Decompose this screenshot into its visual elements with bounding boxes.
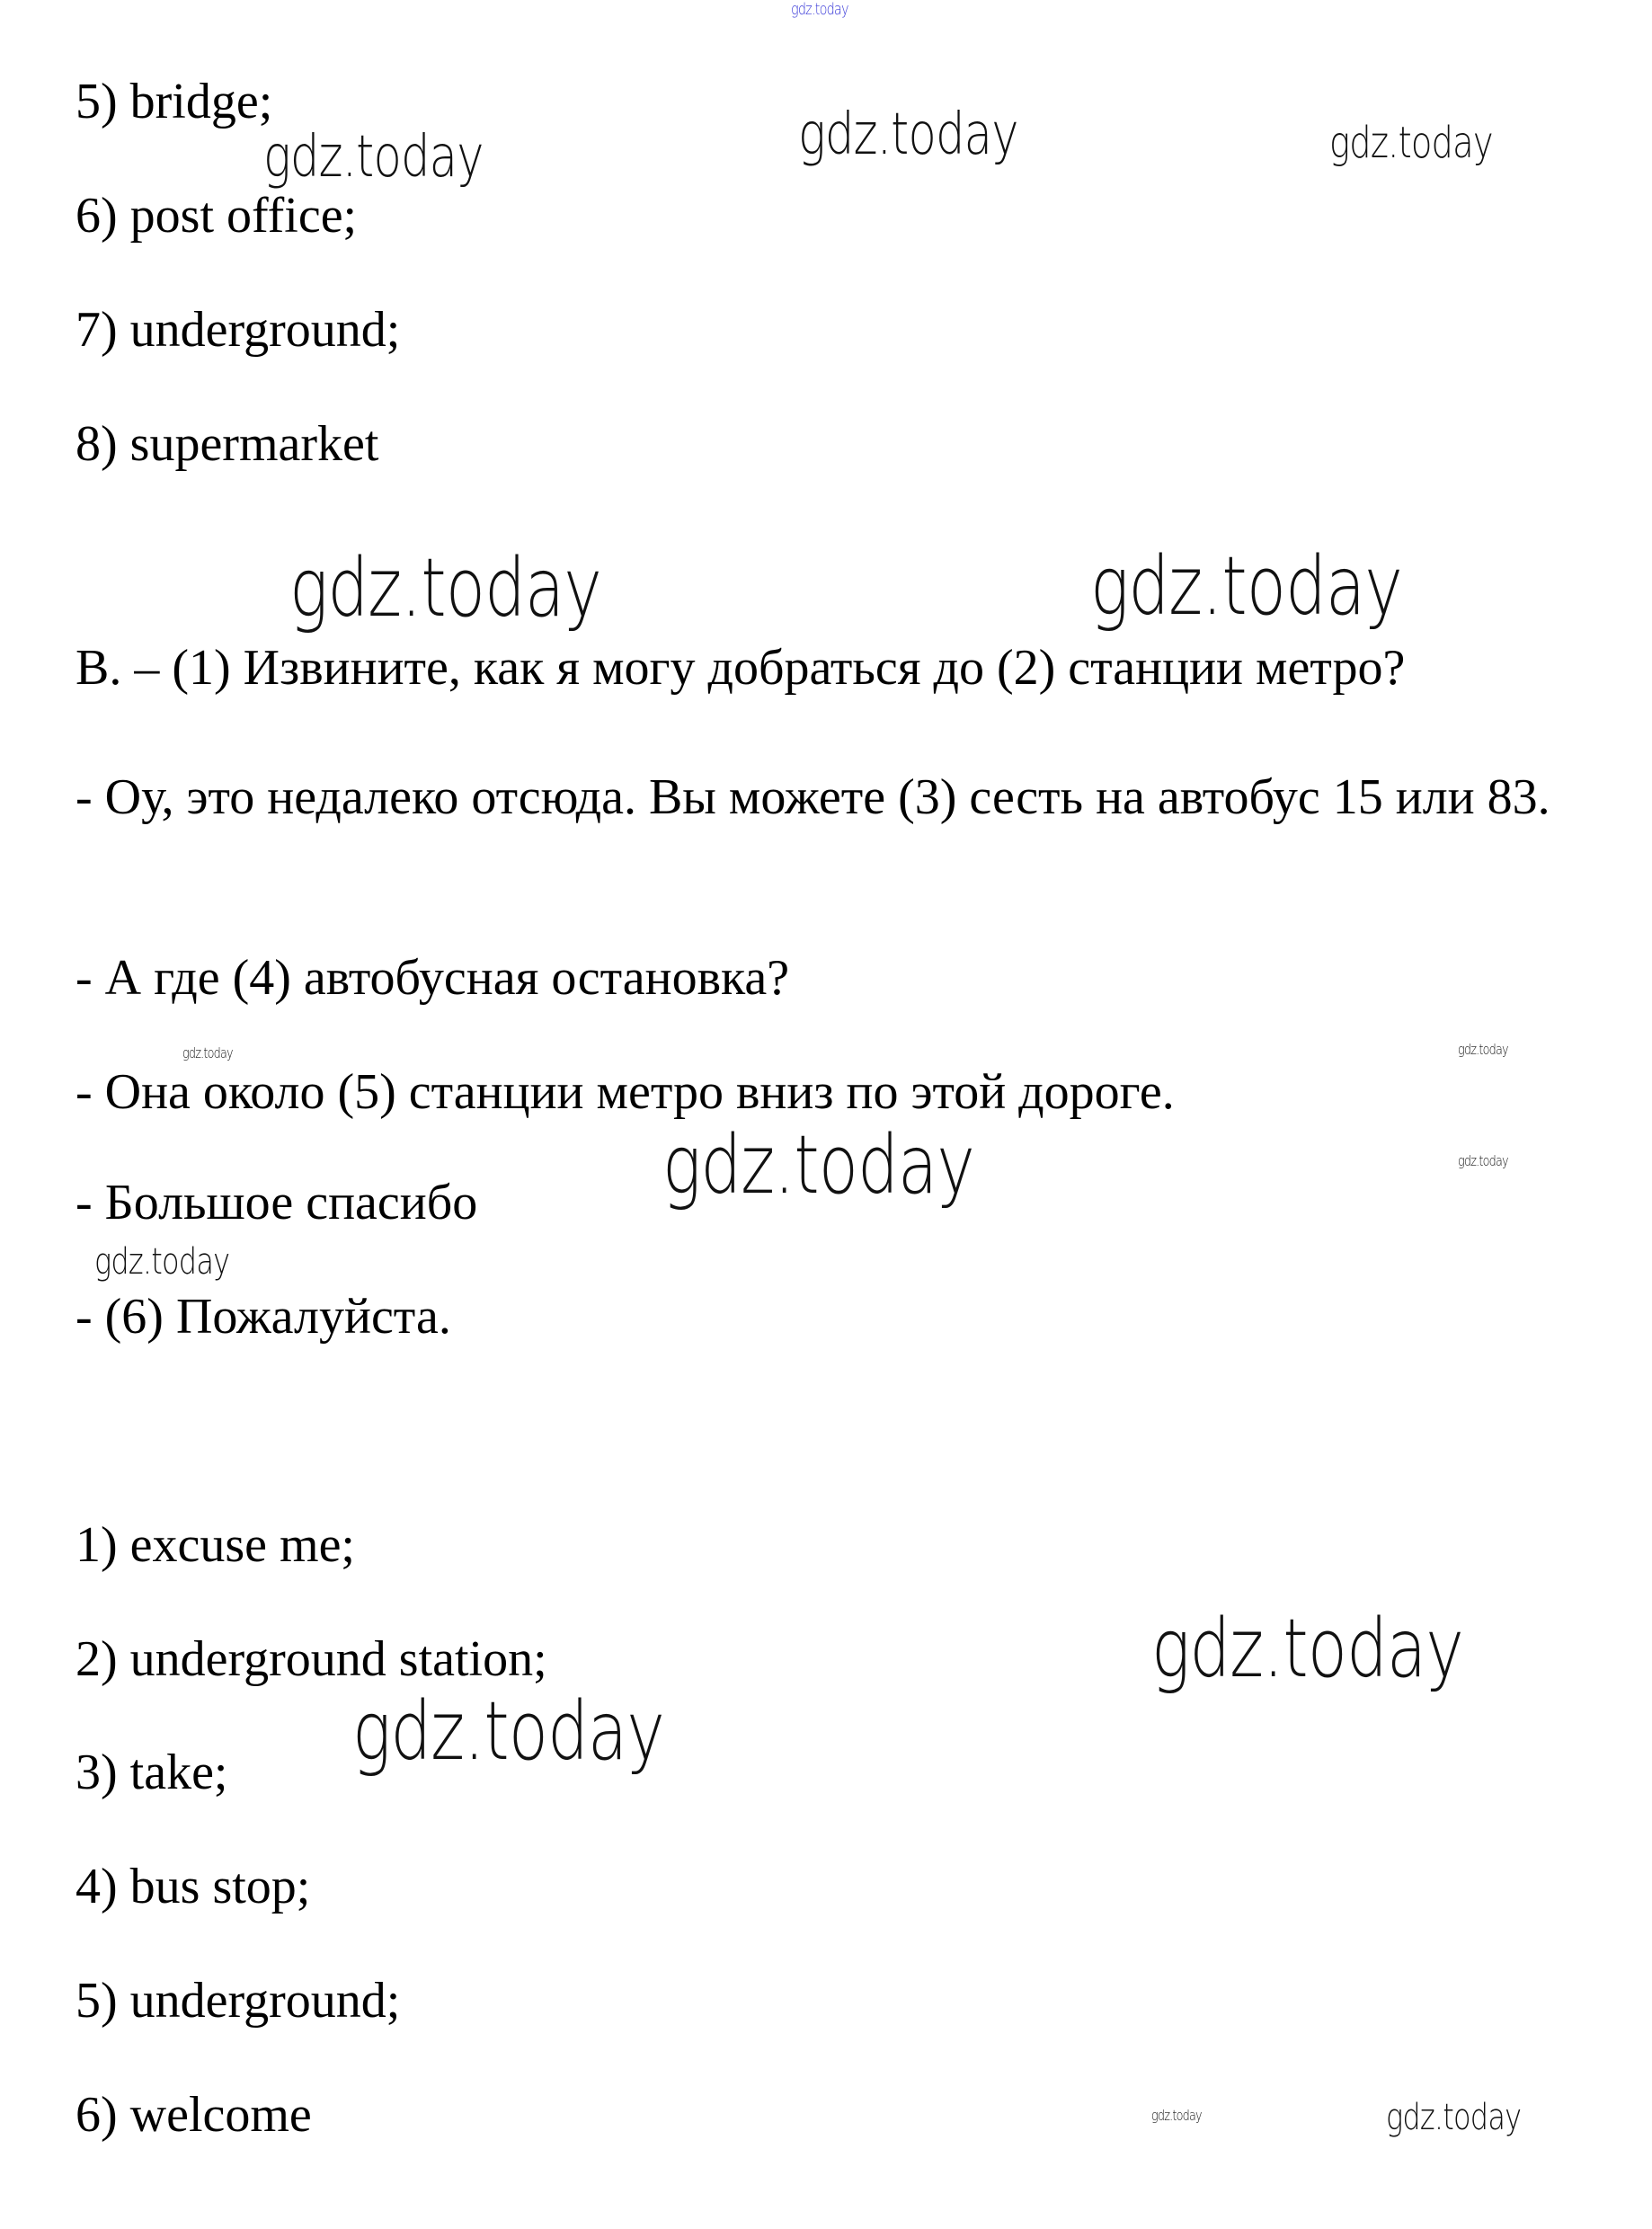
dialogue-line: - А где (4) автобусная остановка? [75,950,790,1006]
dialogue-line: - (6) Пожалуйста. [75,1289,451,1345]
watermark: gdz.today [1458,1152,1508,1169]
dialogue-line: - Большое спасибо [75,1175,478,1230]
dialogue-line: - Она около (5) станции метро вниз по этой дороге. [75,1064,1175,1120]
list-item: 5) bridge; [75,74,273,129]
dialogue-line: - Оу, это недалеко отсюда. Вы можете (3) сесть на автобус 15 или 83. [75,769,1550,825]
dialogue-line: B. – (1) Извините, как я могу добраться до (2) станции метро? [75,640,1406,696]
watermark: gdz.today [1151,1602,1464,1696]
watermark: gdz.today [1090,539,1403,634]
watermark: gdz.today [352,1684,665,1779]
list-item: 8) supermarket [75,416,379,472]
watermark: gdz.today [1151,2107,1202,2124]
watermark: gdz.today [182,1044,233,1061]
list-item: 6) welcome [75,2087,312,2143]
watermark: gdz.today [289,541,602,635]
list-item: 3) take; [75,1745,228,1800]
list-item: 6) post office; [75,188,358,244]
list-item: 2) underground station; [75,1631,547,1687]
watermark: gdz.today [662,1118,975,1212]
watermark: gdz.today [798,102,1018,168]
watermark: gdz.today [1329,118,1493,168]
watermark: gdz.today [1458,1041,1508,1058]
watermark: gdz.today [263,124,484,191]
watermark: gdz.today [791,0,848,19]
list-item: 1) excuse me; [75,1517,355,1573]
list-item: 7) underground; [75,302,401,358]
watermark: gdz.today [1386,2097,1522,2138]
list-item: 4) bus stop; [75,1859,311,1914]
watermark: gdz.today [94,1241,230,1283]
list-item: 5) underground; [75,1973,401,2029]
